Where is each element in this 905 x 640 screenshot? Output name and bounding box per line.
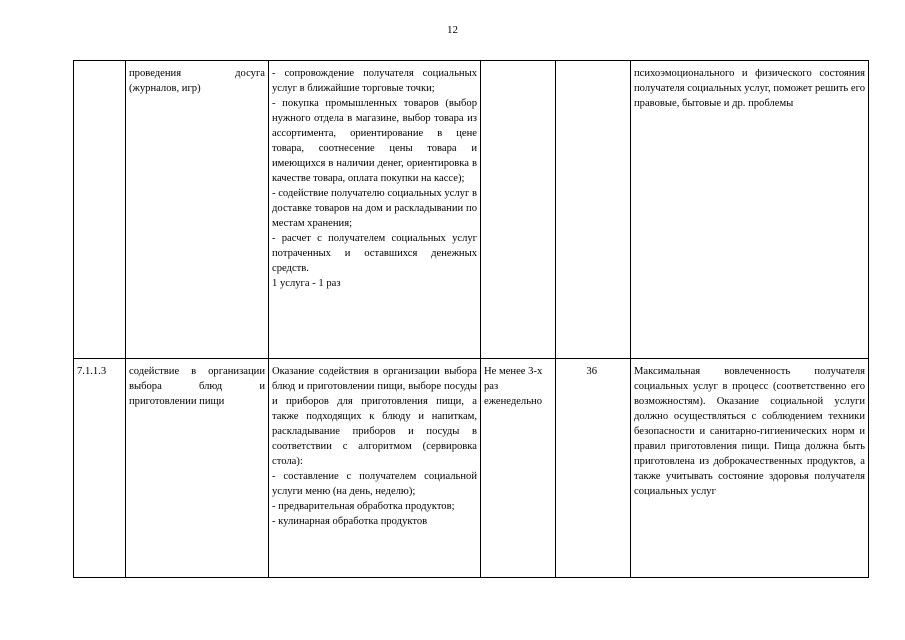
result-text: психоэмоционального и физического состояния получателя социальных услуг, поможет решить его правовые, бытовые и др. проблемы: [634, 68, 865, 109]
service-name-cell: [126, 61, 269, 359]
service-name-text: проведения досуга (журналов, игр): [129, 68, 265, 94]
frequency-cell: [481, 61, 556, 359]
service-description-cell: [269, 359, 481, 578]
services-table: [73, 60, 869, 578]
description-item: - покупка промышленных товаров (выбор нужного отдела в магазине, выбор товара из ассортимента, ориентирование в цене товара, соотнесение цены товара и имеющихся в наличии денег, ориентировка в качестве товара, оплата покупки на кассе);: [272, 98, 477, 184]
quantity-cell: 36: [556, 359, 631, 578]
quantity-cell: [556, 61, 631, 359]
service-description-cell: [269, 61, 481, 359]
description-item: - расчет с получателем социальных услуг потраченных и оставшихся денежных средств.: [272, 233, 477, 274]
service-name-cell: [126, 359, 269, 578]
result-cell: [631, 359, 869, 578]
result-cell: [631, 61, 869, 359]
frequency-cell: Не менее 3-х раз еженедельно: [481, 359, 556, 578]
description-item: Оказание содействия в организации выбора блюд и приготовлении пищи, выборе посуды и приборов для приготовления пищи, а также подходящих к блюду и напиткам, раскладывание приборов и посуды в соответствии с алгоритмом (сервировка стола):: [272, 366, 477, 467]
service-code-cell: [74, 61, 126, 359]
table-row: [74, 359, 869, 578]
description-item: - сопровождение получателя социальных услуг в ближайшие торговые точки;: [272, 68, 477, 94]
description-item: - содействие получателю социальных услуг в доставке товаров на дом и раскладывании по местам хранения;: [272, 188, 477, 229]
result-text: Максимальная вовлеченность получателя социальных услуг в процесс (соответственно его возможностям). Оказание социальной услуги должно осуществляться с соблюдением техники безопасности и санитарно-гигиенических норм и правил приготовления пищи. Пища должна быть приготовлена из доброкачественных продуктов, а также учитывать состояние здоровья получателя социальных услуг: [634, 366, 865, 497]
service-code-cell: 7.1.1.3: [74, 359, 126, 578]
page-number: 12: [447, 24, 458, 36]
description-item: - предварительная обработка продуктов;: [272, 501, 455, 512]
service-name-text: содействие в организации выбора блюд и приготовлении пищи: [129, 366, 265, 407]
description-item: - составление с получателем социальной услуги меню (на день, неделю);: [272, 471, 477, 497]
description-item: 1 услуга - 1 раз: [272, 278, 341, 289]
description-item: - кулинарная обработка продуктов: [272, 516, 428, 527]
table-row: [74, 61, 869, 359]
